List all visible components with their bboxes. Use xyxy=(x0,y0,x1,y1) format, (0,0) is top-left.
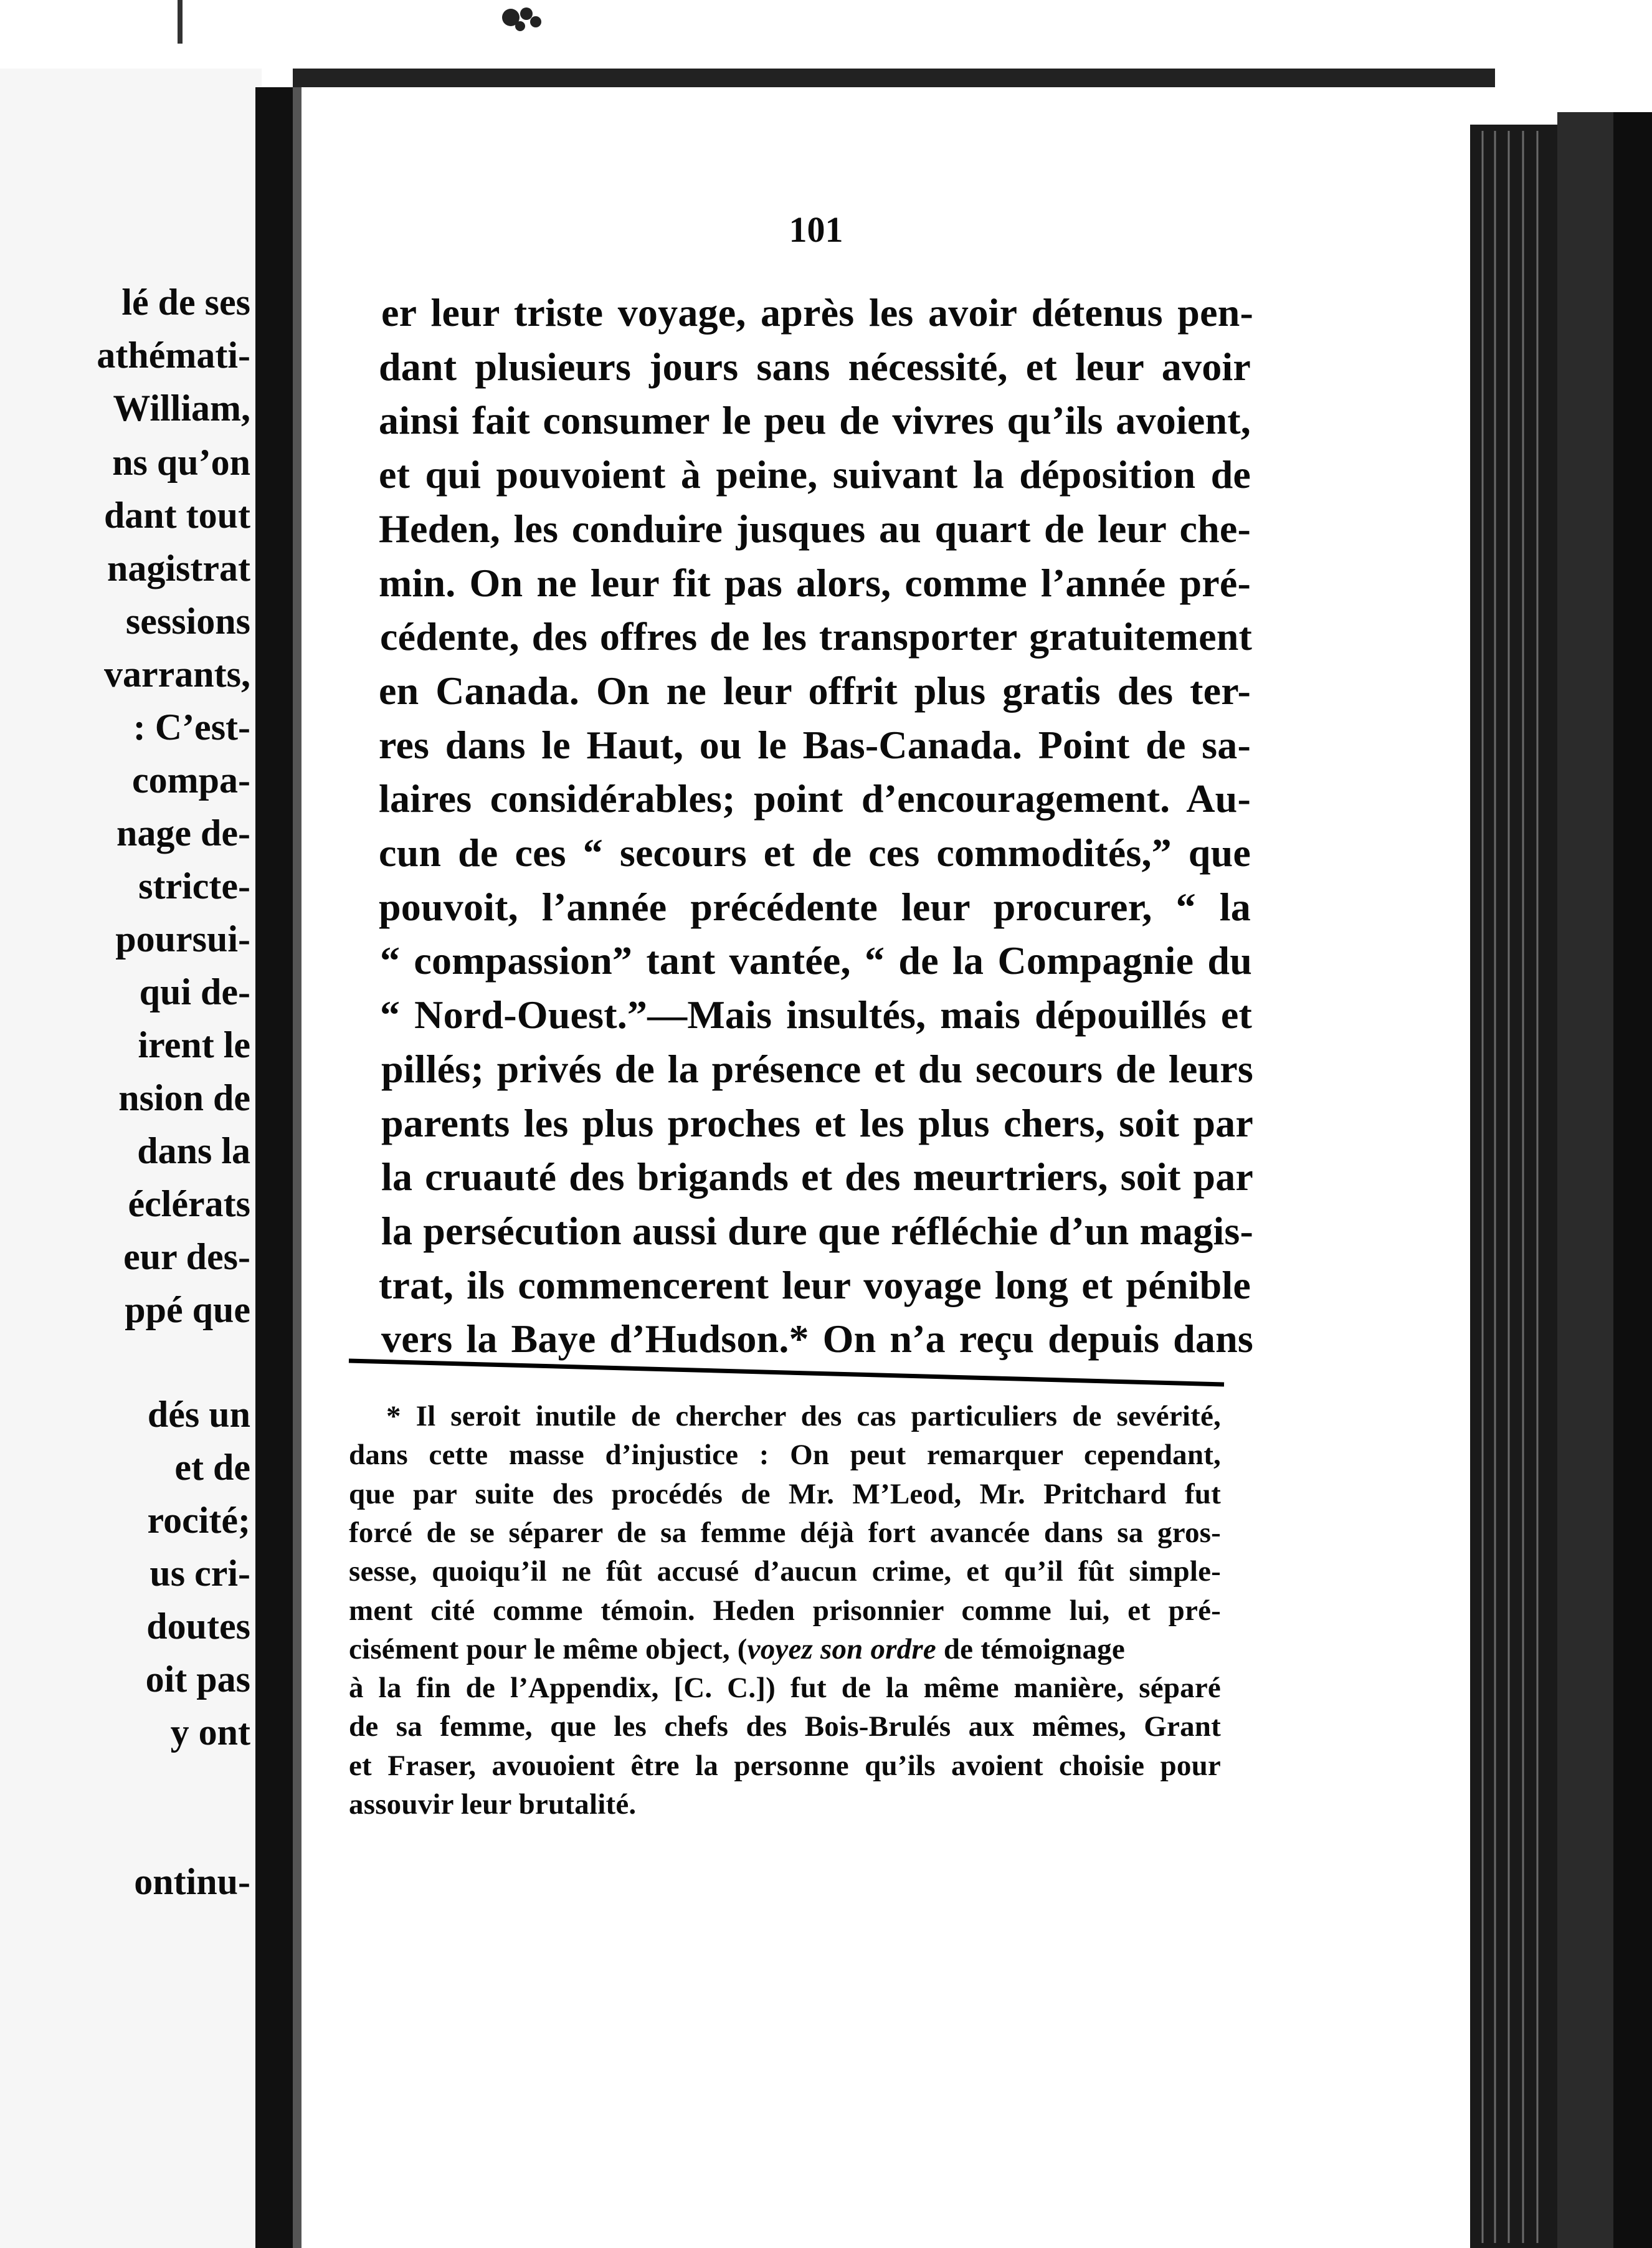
facing-page-line: us cri- xyxy=(150,1553,250,1594)
facing-page-line: sessions xyxy=(125,601,250,642)
body-line: er leur triste voyage, après les avoir détenus pen- xyxy=(381,290,1253,335)
facing-page-line: dant tout xyxy=(103,495,250,536)
body-line: la cruauté des brigands et des meurtriers, soit par xyxy=(381,1155,1253,1199)
gutter-shadow xyxy=(255,87,293,2248)
footnote-italic: voyez son ordre xyxy=(747,1632,936,1665)
body-line: res dans le Haut, ou le Bas-Canada. Point de sa- xyxy=(379,722,1251,767)
body-line: pouvoit, l’année précédente leur procurer, “ la xyxy=(379,884,1251,929)
body-line: et qui pouvoient à peine, suivant la déposition de xyxy=(379,452,1251,497)
facing-page-line: rocité; xyxy=(147,1500,250,1541)
facing-page-line: eur des- xyxy=(123,1236,250,1277)
footnote-line: que par suite des procédés de Mr. M’Leod, Mr. Pritchard fut xyxy=(349,1477,1221,1510)
body-line: la persécution aussi dure que réfléchie d’un magis- xyxy=(381,1208,1253,1253)
facing-page-line: stricte- xyxy=(138,865,250,907)
body-line: cun de ces “ secours et de ces commodités,” que xyxy=(379,831,1251,875)
body-line: “ Nord-Ouest.”—Mais insultés, mais dépouillés et xyxy=(380,993,1252,1037)
footnote-line: de sa femme, que les chefs des Bois-Brulés aux mêmes, Grant xyxy=(349,1710,1221,1743)
footnote-line: sesse, quoiqu’il ne fût accusé d’aucun crime, et qu’il fût simple- xyxy=(349,1555,1221,1588)
footnote-line: assouvir leur brutalité. xyxy=(349,1788,637,1821)
facing-page-line: dans la xyxy=(137,1130,250,1171)
facing-page-line: et de xyxy=(174,1447,250,1488)
footnote-line: dans cette masse d’injustice : On peut remarquer cependant, xyxy=(349,1439,1221,1472)
body-line: ainsi fait consumer le peu de vivres qu’ils avoient, xyxy=(379,398,1251,443)
facing-page-line: ontinu- xyxy=(134,1861,250,1902)
facing-page-line: y ont xyxy=(170,1712,250,1753)
facing-page-line: : C’est- xyxy=(133,707,250,748)
footnote-line: et Fraser, avouoient être la personne qu’ils avoient choisie pour xyxy=(349,1749,1221,1782)
footnote-italic-tail: de témoignage xyxy=(936,1632,1125,1665)
footnote-line-text: cisément pour le même object, xyxy=(349,1632,738,1665)
footnote-line: à la fin de l’Appendix, [C. C.]) fut de la même manière, séparé xyxy=(349,1672,1221,1705)
footnote-line: ment cité comme témoin. Heden prisonnier comme lui, et pré- xyxy=(349,1594,1221,1627)
footnote-line: forcé de se séparer de sa femme déjà fort avancée dans sa gros- xyxy=(349,1516,1221,1549)
facing-page-line: qui de- xyxy=(139,971,250,1012)
body-line: min. On ne leur fit pas alors, comme l’année pré- xyxy=(379,560,1251,605)
facing-page-line: lé de ses xyxy=(121,282,250,323)
body-line: pillés; privés de la présence et du secours de leurs xyxy=(381,1046,1253,1091)
facing-page-line: varrants, xyxy=(104,654,250,695)
facing-page-line: poursui- xyxy=(115,918,250,960)
facing-page-line: athémati- xyxy=(97,335,250,376)
body-line: en Canada. On ne leur offrit plus gratis des ter- xyxy=(379,668,1251,713)
facing-page-line: dés un xyxy=(147,1394,250,1435)
facing-page-line: éclérats xyxy=(128,1183,250,1224)
footnote-paren: ( xyxy=(737,1632,748,1665)
body-line: cédente, des offres de les transporter gratuitement xyxy=(380,614,1252,659)
footnote-line xyxy=(349,1632,1221,1665)
footnote-line: * Il seroit inutile de chercher des cas particuliers de sevérité, xyxy=(386,1400,1221,1432)
facing-page-line: nagistrat xyxy=(107,548,250,589)
body-line: parents les plus proches et les plus chers, soit par xyxy=(381,1100,1253,1145)
body-line: Heden, les conduire jusques au quart de leur che- xyxy=(379,506,1251,551)
facing-page-line: nage de- xyxy=(116,812,250,854)
facing-page-line: irent le xyxy=(138,1024,250,1065)
facing-page-line: oit pas xyxy=(145,1659,250,1700)
facing-page-line: William, xyxy=(113,388,250,429)
facing-page-line: nsion de xyxy=(118,1077,250,1118)
body-line: laires considérables; point d’encouragement. Au- xyxy=(379,776,1251,821)
facing-page-line: ns qu’on xyxy=(112,442,250,483)
facing-page-line: ppé que xyxy=(125,1289,250,1330)
body-line: dant plusieurs jours sans nécessité, et leur avoir xyxy=(379,344,1251,389)
page-number: 101 xyxy=(789,209,843,250)
facing-page-line: doutes xyxy=(146,1606,250,1647)
body-line: trat, ils commencerent leur voyage long et pénible xyxy=(379,1262,1251,1307)
body-line: “ compassion” tant vantée, “ de la Compagnie du xyxy=(380,938,1252,983)
facing-page-line: compa- xyxy=(132,760,250,801)
body-line: vers la Baye d’Hudson.* On n’a reçu depuis dans xyxy=(381,1317,1253,1361)
